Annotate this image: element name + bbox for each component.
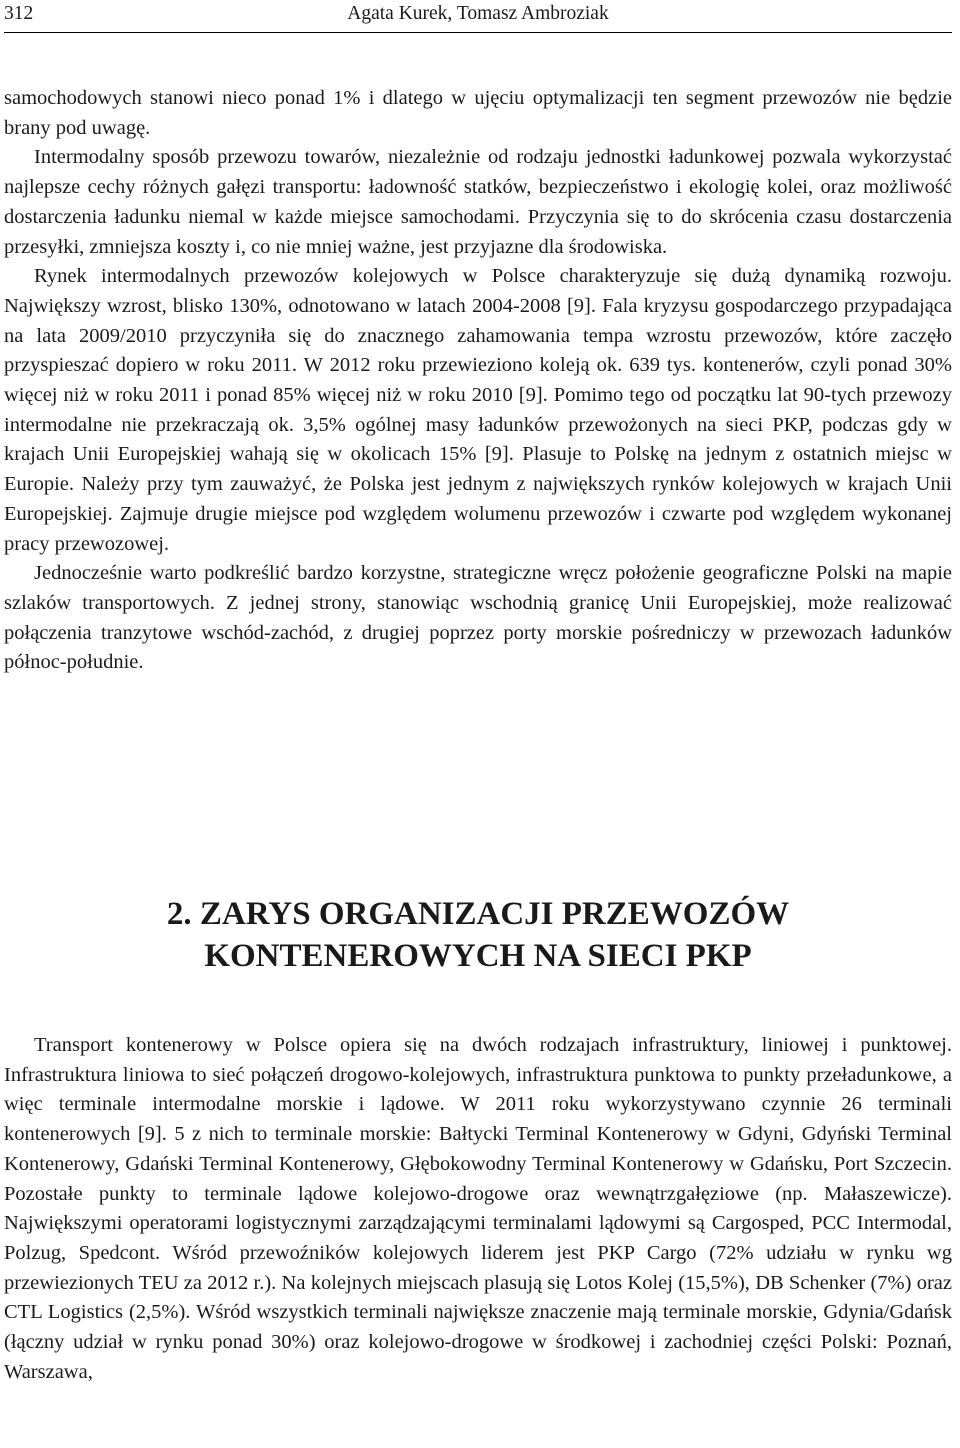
paragraph-rail-market: Rynek intermodalnych przewozów kolejowych w Polsce charakteryzuje się dużą dynamiką rozwoju. Największy wzrost, blisko 130%, odnotowano w latach 2004-2008 [9]. Fala kryzysu gospodarczego przypadająca na lata 2009/2010 przyczyniła się do znacznego zahamowania tempa wzrostu przewozów, które zaczęło przyspieszać dopiero w roku 2011. W 2012 roku przewieziono koleją ok. 639 tys. kontenerów, czyli ponad 30% więcej niż w roku 2011 i ponad 85% więcej niż w roku 2010 [9]. Pomimo tego od początku lat 90-tych przewozy intermodalne nie przekraczają ok. 3,5% ogólnej masy ładunków przewożonych na sieci PKP, podczas gdy w krajach Unii Europejskiej wahają się w okolicach 15% [9]. Plasuje to Polskę na jednym z ostatnich miejsc w Europie. Należy przy tym zauważyć, że Polska jest jednym z największych rynków kolejowych w krajach Unii Europejskiej. Zajmuje drugie miejsce pod względem wolumenu przewozów i czwarte pod względem wykonanej pracy przewozowej. xyxy=(4,265,952,555)
paragraph-continuation: samochodowych stanowi nieco ponad 1% i dlatego w ujęciu optymalizacji ten segment przewozów nie będzie brany pod uwagę. xyxy=(4,87,952,139)
running-header xyxy=(4,0,952,30)
section-heading-line-2: KONTENEROWYCH NA SIECI PKP xyxy=(204,938,752,974)
section-heading xyxy=(4,893,952,977)
paragraph-geographic-position: Jednocześnie warto podkreślić bardzo korzystne, strategiczne wręcz położenie geograficzne Polski na mapie szlaków transportowych. Z jednej strony, stanowiąc wschodnią granicę Unii Europejskiej, może realizować połączenia tranzytowe wschód-zachód, z drugiej poprzez porty morskie pośredniczy w przewozach ładunków północ-południe. xyxy=(4,562,952,674)
body-text-before-section xyxy=(4,84,952,678)
body-text-section-2 xyxy=(4,1031,952,1387)
header-authors: Agata Kurek, Tomasz Ambroziak xyxy=(347,3,609,24)
section-heading-line-1: 2. ZARYS ORGANIZACJI PRZEWOZÓW xyxy=(166,896,790,932)
page-number: 312 xyxy=(4,3,34,24)
paragraph-container-infrastructure: Transport kontenerowy w Polsce opiera się na dwóch rodzajach infrastruktury, liniowej i punktowej. Infrastruktura liniowa to sieć połączeń drogowo-kolejowych, infrastruktura punktowa to punkty przeładunkowe, a więc terminale intermodalne morskie i lądowe. W 2011 roku wykorzystywano czynnie 26 terminali kontenerowych [9]. 5 z nich to terminale morskie: Bałtycki Terminal Kontenerowy w Gdyni, Gdyński Terminal Kontenerowy, Gdański Terminal Kontenerowy, Głębokowodny Terminal Kontenerowy w Gdańsku, Port Szczecin. Pozostałe punkty to terminale lądowe kolejowo-drogowe oraz wewnątrzgałęziowe (np. Małaszewicze). Największymi operatorami logistycznymi zarządzającymi terminalami lądowymi są Cargosped, PCC Intermodal, Polzug, Spedcont. Wśród przewoźników kolejowych liderem jest PKP Cargo (72% udziału w rynku wg przewiezionych TEU za 2012 r.). Na kolejnych miejscach plasują się Lotos Kolej (15,5%), DB Schenker (7%) oraz CTL Logistics (2,5%). Wśród wszystkich terminali największe znaczenie mają terminale morskie, Gdynia/Gdańsk (łączny udział w rynku ponad 30%) oraz kolejowo-drogowe w środkowej i zachodniej części Polski: Poznań, Warszawa, xyxy=(4,1034,952,1383)
paragraph-intermodal-transport: Intermodalny sposób przewozu towarów, niezależnie od rodzaju jednostki ładunkowej pozwala wykorzystać najlepsze cechy różnych gałęzi transportu: ładowność statków, bezpieczeństwo i ekologię kolei, oraz możliwość dostarczenia ładunku niemal w każde miejsce samochodami. Przyczynia się to do skrócenia czasu dostarczenia przesyłki, zmniejsza koszty i, co nie mniej ważne, jest przyjazne dla środowiska. xyxy=(4,146,952,258)
header-rule xyxy=(4,32,952,33)
